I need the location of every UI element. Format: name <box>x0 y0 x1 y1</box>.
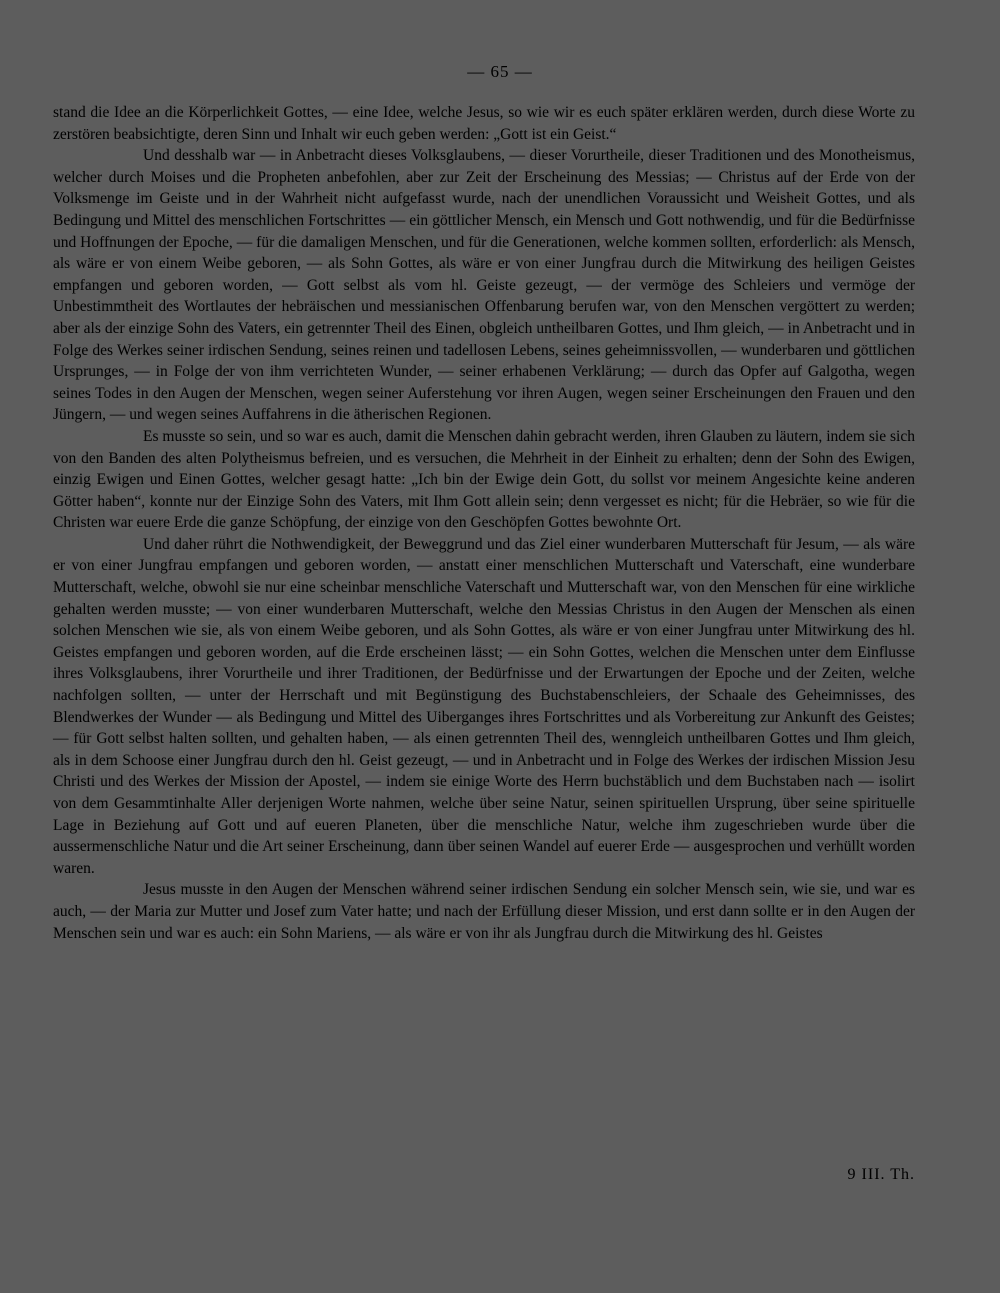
page-number-value: 65 <box>490 62 510 81</box>
paragraph: Jesus musste in den Augen der Menschen während seiner irdischen Sendung ein solcher Mensch sein, wie sie, und war es auch, — der Maria zur Mutter und Josef zum Vater hatte; und nach der Erfüllung dieser Mission, und erst dann sollte er in den Augen der Menschen sein und war es auch: ein Sohn Mariens, — als wäre er von ihr als Jungfrau durch die Mitwirkung des hl. Geistes <box>53 881 915 942</box>
paragraph: Und desshalb war — in Anbetracht dieses Volksglaubens, — dieser Vorurtheile, dieser Traditionen und des Monotheismus, welcher durch Moises und die Propheten anbefohlen, aber zur Zeit der Erscheinung des Messias; — Christus auf der Erde von der Volksmenge im Geiste und in der Wahrheit nicht aufgefasst wurde, nach der unendlichen Voraussicht und Weisheit Gottes, und als Bedingung und Mittel des menschlichen Fortschrittes — ein göttlicher Mensch, ein Mensch und Gott nothwendig, und für die Bedürfnisse und Hoffnungen der Epoche, — für die damaligen Menschen, und für die Generationen, welche kommen sollten, erforderlich: als Mensch, als wäre er von einem Weibe geboren, — als Sohn Gottes, als wäre er von einer Jungfrau durch die Mitwirkung des heiligen Geistes empfangen und geboren worden, — Gott selbst als vom hl. Geiste gezeugt, — der vermöge des Schleiers und vermöge der Unbestimmtheit des Wortlautes der hebräischen und messianischen Offenbarung berufen war, von den Menschen vergöttert zu werden; aber als der einzige Sohn des Vaters, ein getrennter Theil des Einen, obgleich untheilbaren Gottes, und Ihm gleich, — in Anbetracht und in Folge des Werkes seiner irdischen Sendung, seines reinen und tadellosen Lebens, seines geheimnissvollen, — wunderbaren und göttlichen Ursprunges, — in Folge der von ihm verrichteten Wunder, — seiner erhabenen Verklärung; — durch das Opfer auf Galgotha, wegen seines Todes in den Augen der Menschen, wegen seiner Auferstehung vor ihren Augen, wegen seiner Erscheinungen den Frauen und den Jüngern, — und wegen seines Auffahrens in die ätherischen Regionen. <box>53 147 915 424</box>
page-number: — 65 — <box>467 62 533 81</box>
body-text <box>53 102 915 944</box>
paragraph: Es musste so sein, und so war es auch, damit die Menschen dahin gebracht werden, ihren Glauben zu läutern, indem sie sich von den Banden des alten Polytheismus befreien, und es versuchen, die Mehrheit in der Einheit zu erhalten; denn der Sohn des Ewigen, einzig Ewigen und Einen Gottes, welcher gesagt hatte: „Ich bin der Ewige dein Gott, du sollst vor meinem Angesichte keine anderen Götter haben“, konnte nur der Einzige Sohn des Vaters, mit Ihm Gott allein sein; denn vergesset es nicht; für die Hebräer, so wie für die Christen war euere Erde die ganze Schöpfung, der einzige von den Geschöpfen Gottes bewohnte Ort. <box>53 427 915 532</box>
paragraph: Und daher rührt die Nothwendigkeit, der Beweggrund und das Ziel einer wunderbaren Mutterschaft für Jesum, — als wäre er von einer Jungfrau empfangen und geboren worden, — anstatt einer menschlichen Mutterschaft und Vaterschaft, eine wunderbare Mutterschaft, welche, obwohl sie nur eine scheinbar menschliche Vaterschaft und Mutterschaft war, von den Menschen für eine wirkliche gehalten werden musste; — von einer wunderbaren Mutterschaft, welche den Messias Christus in den Augen der Menschen als einen solchen Menschen wie sie, als von einem Weibe geboren, und als Sohn Gottes, als wäre er von einer Jungfrau unter Mitwirkung des hl. Geistes empfangen und geboren worden, auf die Erde erscheinen lässt; — ein Sohn Gottes, welchen die Menschen unter dem Einflusse ihres Volksglaubens, ihrer Vorurtheile und ihrer Traditionen, der Bedürfnisse und der Erwartungen der Epoche und der Zeiten, welche nachfolgen sollten, — unter der Herrschaft und mit Begünstigung des Buchstabenschleiers, der Schaale des Geheimnisses, des Blendwerkes der Wunder — als Bedingung und Mittel des Uiberganges ihres Fortschrittes und als Vorbereitung zur Ankunft des Geistes; — für Gott selbst halten sollten, und gehalten haben, — als einen getrennten Theil des, wenngleich untheilbaren Gottes und Ihm gleich, als in dem Schoose einer Jungfrau durch den hl. Geist gezeugt, — und in Anbetracht und in Folge des Werkes der irdischen Mission Jesu Christi und des Werkes der Mission der Apostel, — indem sie einige Worte des Herrn buchstäblich und dem Buchstaben nach — isolirt von dem Gesammtinhalte Aller derjenigen Worte nahmen, welche über seine Natur, seinen spirituellen Ursprung, über seine spirituelle Lage in Beziehung auf Gott und auf eueren Planeten, über die menschliche Natur, welche ihm zugeschrieben wurde über die aussermenschliche Natur und die Art seiner Erscheinung, dann über seinen Wandel auf euerer Erde — ausgesprochen und verhüllt worden waren. <box>53 535 915 877</box>
printer-signature: 9 III. Th. <box>847 1166 915 1183</box>
paragraph: stand die Idee an die Körperlichkeit Gottes, — eine Idee, welche Jesus, so wie wir es euch später erklären werden, durch diese Worte zu zerstören beabsichtigte, deren Sinn und Inhalt wir euch geben werden: „Gott ist ein Geist.“ <box>53 104 915 143</box>
